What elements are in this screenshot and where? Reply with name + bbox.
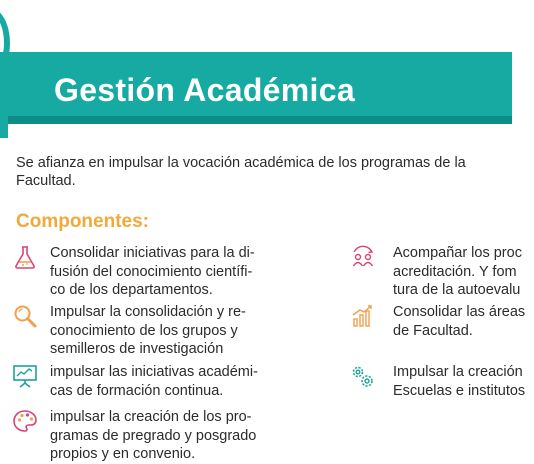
flask-icon [12,244,38,270]
intro-paragraph [16,154,526,190]
component-text [50,244,255,300]
component-text [50,303,246,359]
component-text [393,363,525,400]
component-text [393,303,525,340]
component-line: tura de la autoevalu [393,282,521,298]
component-text [393,244,522,300]
palette-icon [12,408,38,434]
component-line: propios y en convenio. [50,446,196,462]
component-line: Escuelas e institutos [393,382,526,399]
page-title: Gestión Académica [54,72,355,108]
components-heading: Componentes: [16,211,149,232]
intro-line: Se afianza en impulsar la vocación académica de los programas de la [16,155,466,171]
component-item [350,244,534,304]
component-line: Impulsar la creación [393,364,523,380]
component-line: Consolidar iniciativas para la di- [50,245,255,261]
component-text [50,408,256,464]
component-item [350,363,534,403]
banner-decoration-tab [0,116,8,138]
component-line: acreditación. Y fom [393,263,517,280]
component-line: semilleros de investigación [50,341,224,357]
intro-line: Facultad. [16,173,76,189]
component-line: conocimiento de los grupos y [50,322,238,339]
component-item [350,303,534,343]
magnifier-icon [12,303,38,329]
component-line: de Facultad. [393,322,473,339]
component-line: impulsar las iniciativas académi- [50,364,258,380]
growth-chart-icon [350,303,376,329]
component-line: Consolidar las áreas [393,304,526,320]
component-line: cas de formación continua. [50,382,224,399]
component-text [50,363,258,400]
component-line: Acompañar los proc [393,245,522,261]
people-cycle-icon [350,244,376,270]
component-line: fusión del conocimiento científi- [50,263,253,280]
component-line: impulsar la creación de los pro- [50,409,252,425]
presentation-board-icon [12,363,38,389]
component-line: Impulsar la consolidación y re- [50,304,246,320]
component-line: co de los departamentos. [50,282,213,298]
gears-icon [350,363,376,389]
component-line: gramas de pregrado y posgrado [50,427,257,444]
